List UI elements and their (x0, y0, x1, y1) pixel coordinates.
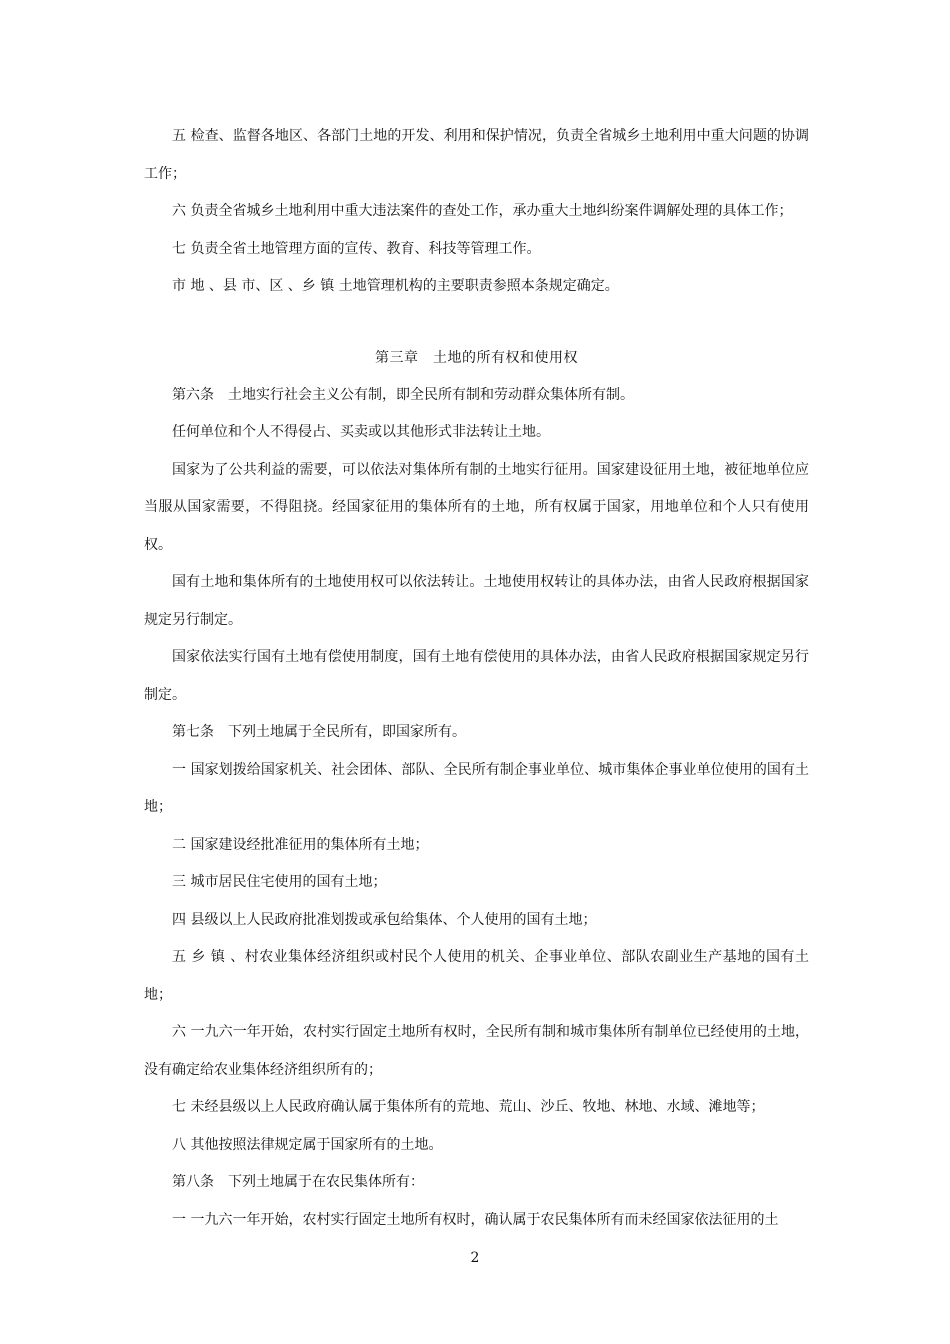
page-number: 2 (470, 1250, 480, 1266)
paragraph: 国家为了公共利益的需要，可以依法对集体所有制的土地实行征用。国家建设征用土地，被征地单位应当服从国家需要，不得阻挠。经国家征用的集体所有的土地，所有权属于国家，用地单位和个人只有使用权。 (144, 461, 809, 553)
list-item: 三 城市居民住宅使用的国有土地； (172, 874, 387, 890)
document-body (144, 118, 809, 1239)
list-item: 四 县级以上人民政府批准划拨或承包给集体、个人使用的国有土地； (172, 911, 597, 928)
paragraph: 市 地 、县 市、区 、乡 镇 土地管理机构的主要职责参照本条规定确定。 (172, 278, 619, 294)
list-item: 一 一九六一年开始，农村实行固定土地所有权时，确认属于农民集体所有而未经国家依法征用的土 (172, 1211, 779, 1228)
article-paragraph: 第七条 下列土地属于全民所有，即国家所有。 (172, 724, 466, 740)
article-paragraph: 第六条 土地实行社会主义公有制，即全民所有制和劳动群众集体所有制。 (172, 386, 634, 403)
paragraph: 任何单位和个人不得侵占、买卖或以其他形式非法转让土地。 (172, 424, 550, 440)
paragraph: 国家依法实行国有土地有偿使用制度，国有土地有偿使用的具体办法，由省人民政府根据国家规定另行制定。 (144, 649, 809, 703)
paragraph: 五 检查、监督各地区、各部门土地的开发、利用和保护情况，负责全省城乡土地利用中重大问题的协调工作； (144, 128, 809, 182)
section-spacer (144, 306, 809, 340)
paragraph: 国有土地和集体所有的土地使用权可以依法转让。土地使用权转让的具体办法，由省人民政府根据国家规定另行制定。 (144, 574, 809, 628)
list-item: 七 未经县级以上人民政府确认属于集体所有的荒地、荒山、沙丘、牧地、林地、水域、滩地等； (172, 1099, 765, 1115)
list-item: 五 乡 镇 、村农业集体经济组织或村民个人使用的机关、企事业单位、部队农副业生产基地的国有土地； (144, 949, 809, 1003)
list-item: 八 其他按照法律规定属于国家所有的土地。 (172, 1136, 443, 1153)
chapter-heading: 第三章 土地的所有权和使用权 (375, 349, 578, 366)
paragraph: 六 负责全省城乡土地利用中重大违法案件的查处工作，承办重大土地纠纷案件调解处理的具体工作； (172, 203, 793, 219)
list-item: 六 一九六一年开始，农村实行固定土地所有权时，全民所有制和城市集体所有制单位已经使用的土地，没有确定给农业集体经济组织所有的； (144, 1024, 809, 1078)
list-item: 一 国家划拨给国家机关、社会团体、部队、全民所有制企事业单位、城市集体企事业单位使用的国有土地； (144, 761, 809, 815)
list-item: 二 国家建设经批准征用的集体所有土地； (172, 836, 429, 853)
article-paragraph: 第八条 下列土地属于在农民集体所有： (172, 1174, 424, 1190)
paragraph: 七 负责全省土地管理方面的宣传、教育、科技等管理工作。 (172, 240, 541, 257)
